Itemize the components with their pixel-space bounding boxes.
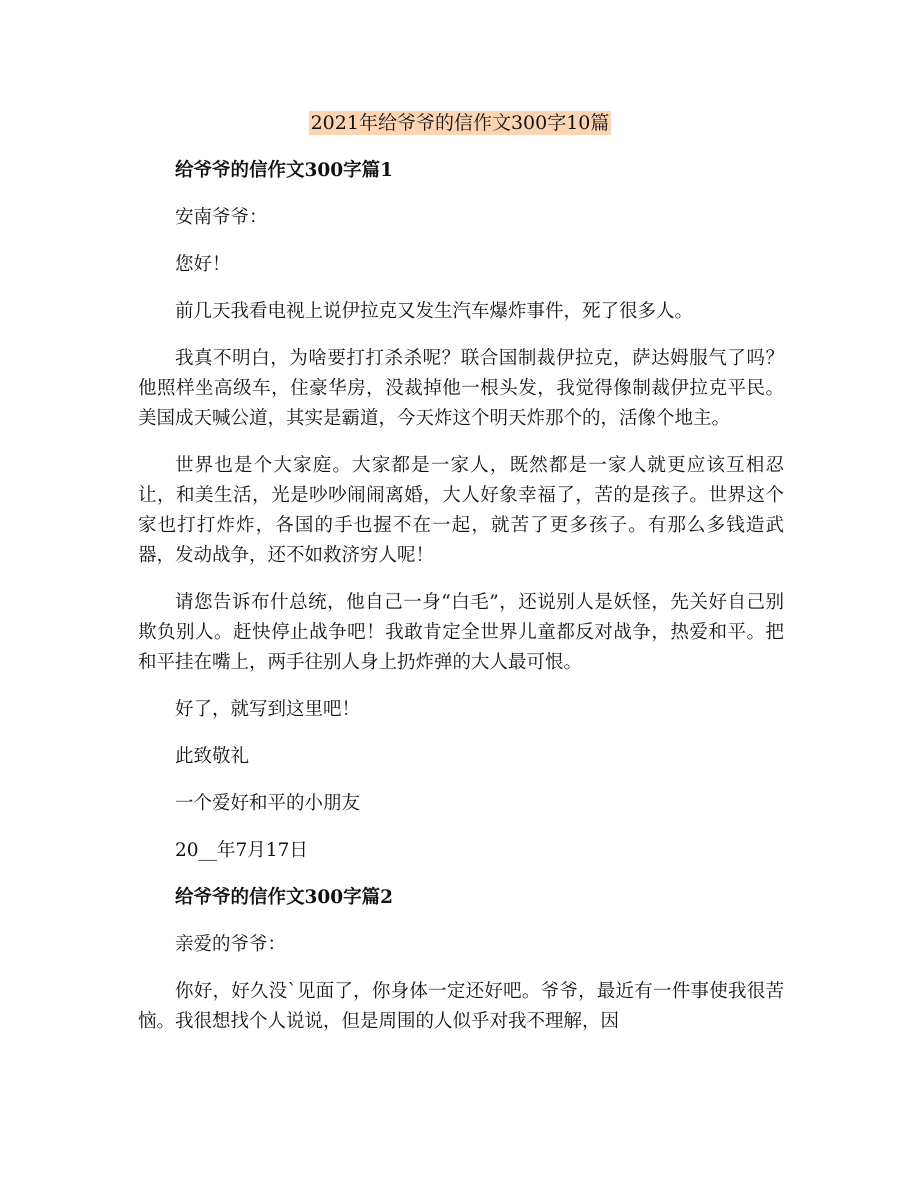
letter1-date: 20__年7月17日 [175, 840, 308, 861]
letter1-signature: 一个爱好和平的小朋友 [175, 793, 361, 814]
letter1-heading: 给爷爷的信作文300字篇1 [175, 160, 393, 181]
letter1-paragraph-4: 请您告诉布什总统，他自己一身“白毛”，还说别人是妖怪，先关好自己别欺负别人。赶快停止战争吧！我敢肯定全世界儿童都反对战争，热爱和平。把和平挂在嘴上，两手往别人身上扔炸弹的大人最可恨。 [138, 592, 784, 673]
letter2-heading: 给爷爷的信作文300字篇2 [175, 887, 393, 908]
letter1-paragraph-5: 好了，就写到这里吧！ [175, 699, 361, 720]
document-body [138, 156, 784, 1054]
letter1-salutation: 安南爷爷： [175, 207, 268, 228]
letter2-paragraph-1: 你好，好久没`见面了，你身体一定还好吧。爷爷，最近有一件事使我很苦恼。我很想找个人说说，但是周围的人似乎对我不理解，因 [138, 981, 784, 1032]
letter2-salutation: 亲爱的爷爷： [175, 934, 287, 955]
letter1-paragraph-2: 我真不明白，为啥要打打杀杀呢？联合国制裁伊拉克，萨达姆服气了吗？他照样坐高级车，住豪华房，没裁掉他一根头发，我觉得像制裁伊拉克平民。美国成天喊公道，其实是霸道，今天炸这个明天炸那个的，活像个地主。 [138, 348, 784, 429]
letter1-greeting: 您好！ [175, 254, 231, 275]
letter1-closing: 此致敬礼 [175, 746, 250, 767]
letter1-paragraph-1: 前几天我看电视上说伊拉克又发生汽车爆炸事件，死了很多人。 [175, 301, 694, 322]
document-title-text: 2021年给爷爷的信作文300字10篇 [310, 112, 610, 134]
document-title [0, 108, 920, 138]
letter1-paragraph-3: 世界也是个大家庭。大家都是一家人，既然都是一家人就更应该互相忍让，和美生活，光是吵吵闹闹离婚，大人好象幸福了，苦的是孩子。世界这个家也打打炸炸，各国的手也握不在一起，就苦了更多孩子。有那么多钱造武器，发动战争，还不如救济穷人呢！ [138, 455, 784, 566]
